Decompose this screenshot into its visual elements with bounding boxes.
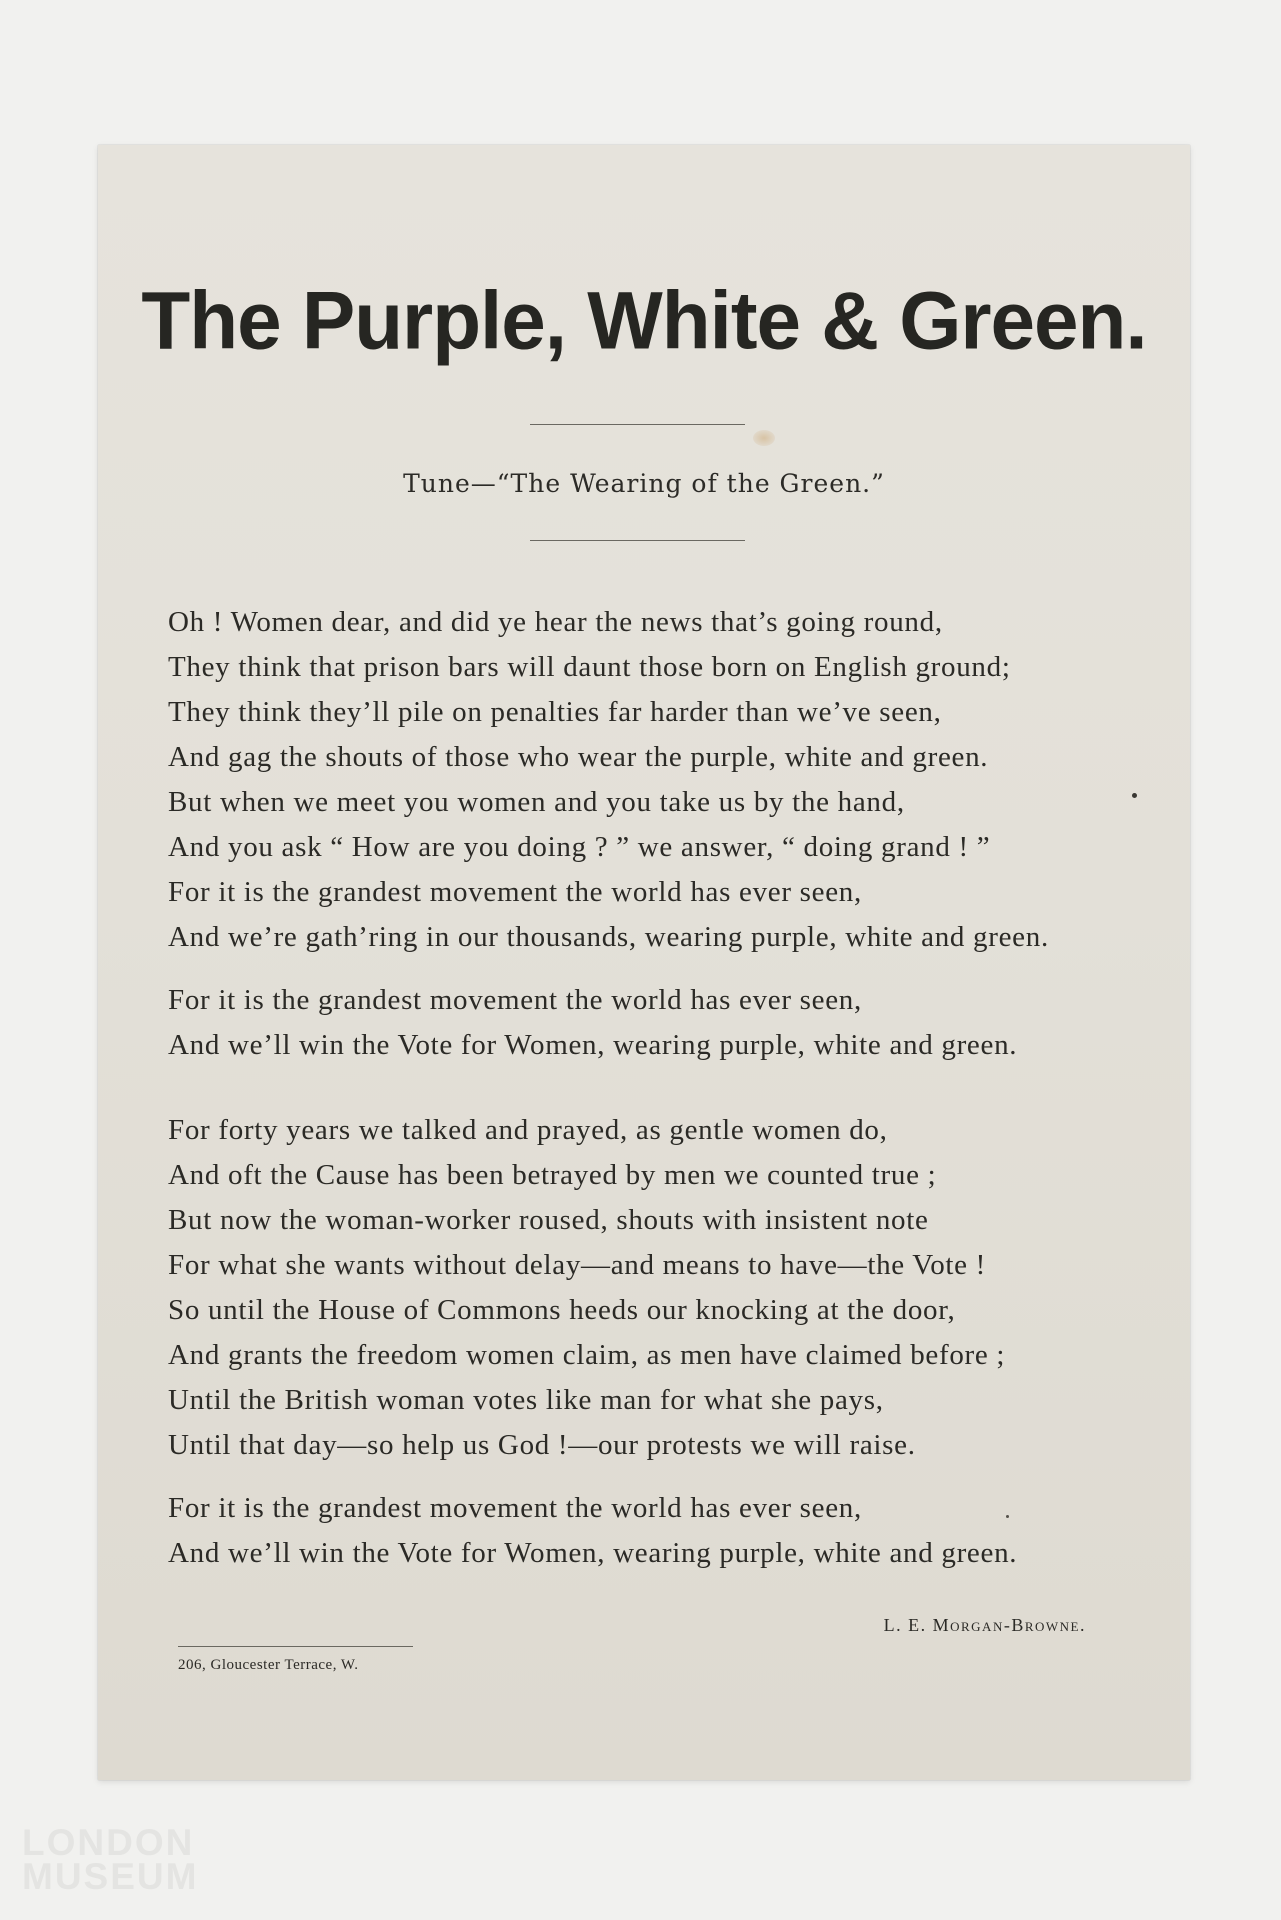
chorus-2 bbox=[168, 1486, 1168, 1576]
verse-line: And we’re gath’ring in our thousands, wearing purple, white and green. bbox=[168, 921, 1049, 953]
verse-line: Until that day—so help us God !—our protests we will raise. bbox=[168, 1429, 916, 1461]
watermark-line: LONDON bbox=[22, 1822, 195, 1863]
verse-line: But now the woman-worker roused, shouts with insistent note bbox=[168, 1204, 929, 1236]
verse-line: For it is the grandest movement the world has ever seen, bbox=[168, 1492, 862, 1524]
verse-line: And grants the freedom women claim, as men have claimed before ; bbox=[168, 1339, 1006, 1371]
verse-line: For it is the grandest movement the world has ever seen, bbox=[168, 984, 862, 1016]
verse-line: Until the British woman votes like man for what she pays, bbox=[168, 1384, 884, 1416]
verse-line: For it is the grandest movement the world has ever seen, bbox=[168, 876, 862, 908]
title-divider-top bbox=[530, 424, 745, 425]
verse-line: Oh ! Women dear, and did ye hear the news that’s going round, bbox=[168, 606, 943, 638]
author-signature: L. E. Morgan-Browne. bbox=[883, 1615, 1086, 1635]
verse-line: And we’ll win the Vote for Women, wearing purple, white and green. bbox=[168, 1029, 1018, 1061]
broadsheet-paper bbox=[98, 145, 1190, 1780]
watermark-line: MUSEUM bbox=[22, 1856, 199, 1897]
verse-line: So until the House of Commons heeds our knocking at the door, bbox=[168, 1294, 956, 1326]
verse-line: But when we meet you women and you take us by the hand, bbox=[168, 786, 905, 818]
chorus-1 bbox=[168, 978, 1168, 1068]
paper-stain bbox=[753, 430, 775, 446]
address-divider bbox=[178, 1646, 413, 1647]
verse-line: And gag the shouts of those who wear the purple, white and green. bbox=[168, 741, 989, 773]
stanza-1 bbox=[168, 600, 1168, 960]
verse-line: And we’ll win the Vote for Women, wearing purple, white and green. bbox=[168, 1537, 1018, 1569]
song-title: The Purple, White & Green. bbox=[141, 275, 1147, 366]
stanza-2 bbox=[168, 1108, 1168, 1468]
title-divider-bottom bbox=[530, 540, 745, 541]
printer-address: 206, Gloucester Terrace, W. bbox=[178, 1657, 359, 1673]
tune-subtitle: Tune—“The Wearing of the Green.” bbox=[403, 469, 885, 498]
verse-line: For what she wants without delay—and means to have—the Vote ! bbox=[168, 1249, 987, 1281]
paper-speck bbox=[1132, 793, 1137, 798]
verse-line: And oft the Cause has been betrayed by men we counted true ; bbox=[168, 1159, 937, 1191]
verse-line: They think that prison bars will daunt those born on English ground; bbox=[168, 651, 1011, 683]
verse-line: And you ask “ How are you doing ? ” we answer, “ doing grand ! ” bbox=[168, 831, 991, 863]
verse-line: For forty years we talked and prayed, as gentle women do, bbox=[168, 1114, 888, 1146]
verse-line: They think they’ll pile on penalties far harder than we’ve seen, bbox=[168, 696, 942, 728]
paper-speck bbox=[1006, 1515, 1009, 1518]
museum-watermark bbox=[22, 1822, 199, 1897]
